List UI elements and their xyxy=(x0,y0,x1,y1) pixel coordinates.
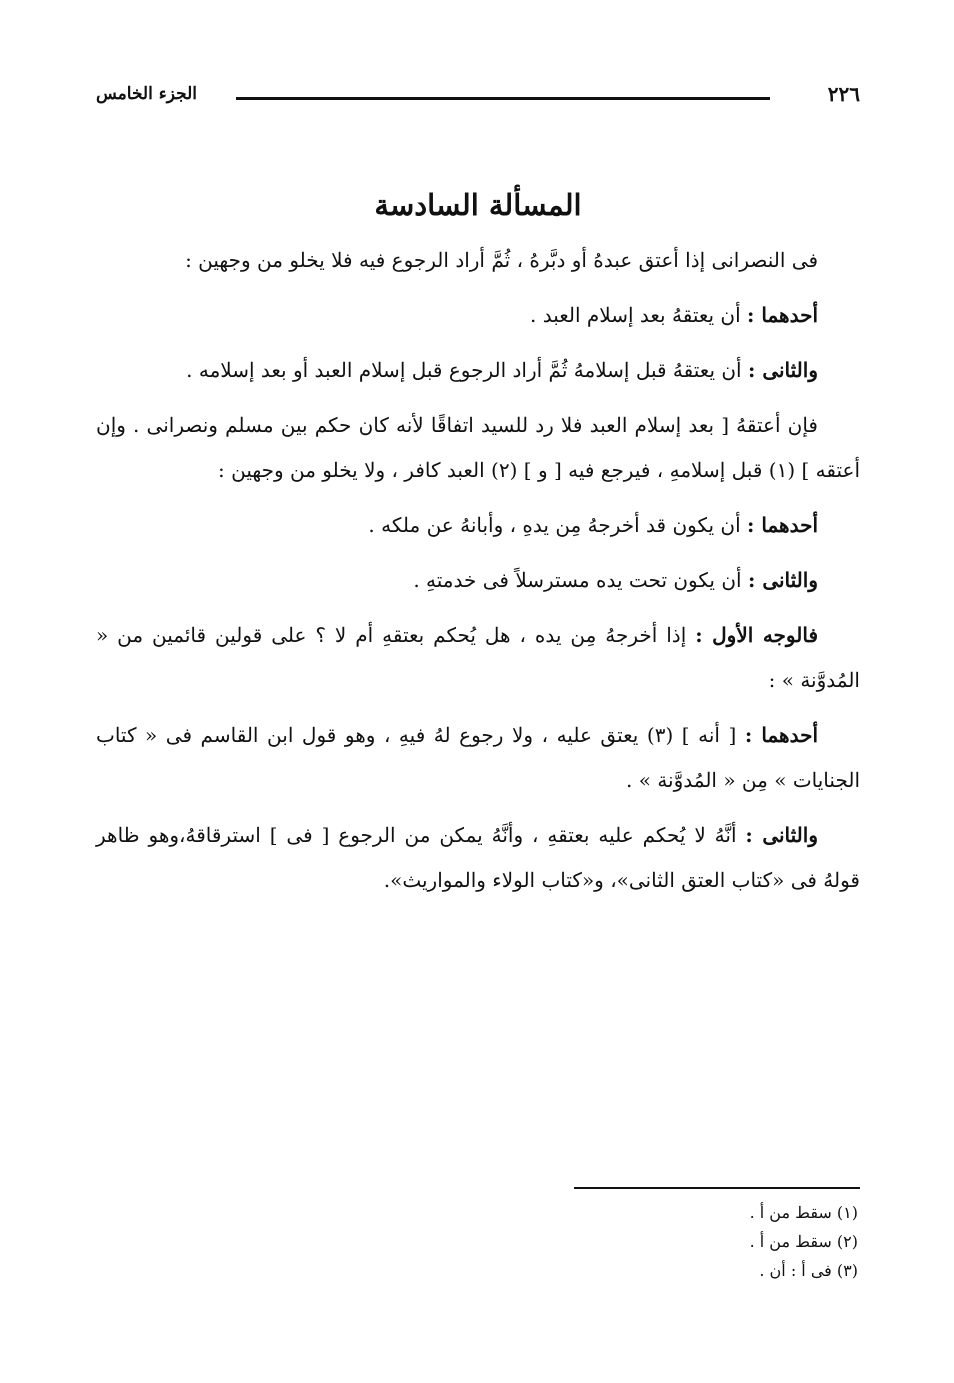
paragraph xyxy=(96,348,860,393)
running-header xyxy=(96,84,860,116)
header-rule xyxy=(236,97,770,100)
paragraph-text: فى النصرانى إذا أعتق عبدهُ أو دبَّرهُ ، ثُمَّ أراد الرجوع فيه فلا يخلو من وجهين : xyxy=(185,248,818,272)
paragraph xyxy=(96,403,860,493)
section-heading: المسألة السادسة xyxy=(374,188,582,222)
paragraph-text: أن يكون تحت يده مسترسلاً فى خدمتهِ . xyxy=(413,568,742,592)
paragraph-lead: أحدهما : xyxy=(744,723,819,747)
paragraph-lead: والثانى : xyxy=(747,358,818,382)
paragraph-lead: أحدهما : xyxy=(747,303,818,327)
part-title: الجزء الخامس xyxy=(96,84,198,104)
paragraph-lead: فالوجه الأول : xyxy=(695,623,818,647)
footnote-rule xyxy=(574,1187,860,1189)
main-text xyxy=(96,188,860,913)
paragraph xyxy=(96,713,860,803)
footnotes xyxy=(558,1198,858,1285)
paragraph xyxy=(96,503,860,548)
paragraph xyxy=(96,238,860,283)
paragraph-text: إذا أخرجهُ مِن يده ، هل يُحكم بعتقهِ أم لا ؟ على قولين قائمين من « المُدوَّنة » : xyxy=(96,623,860,692)
paragraph xyxy=(96,293,860,338)
paragraph xyxy=(96,613,860,703)
paragraph xyxy=(96,813,860,903)
paragraph-text: أن يكون قد أخرجهُ مِن يدهِ ، وأبانهُ عن ملكه . xyxy=(368,513,741,537)
footnote: (٣) فى أ : أن . xyxy=(759,1261,858,1280)
paragraph-text: أن يعتقهُ بعد إسلام العبد . xyxy=(530,303,741,327)
paragraph-lead: والثانى : xyxy=(745,823,818,847)
paragraph-lead: أحدهما : xyxy=(747,513,818,537)
paragraph-lead: والثانى : xyxy=(747,568,818,592)
paragraph-text: فإن أعتقهُ [ بعد إسلام العبد فلا رد للسيد اتفاقًا لأنه كان حكم بين مسلم ونصرانى . وإن أعتقه ] (١) قبل إسلامهِ ، فيرجع فيه [ و ] (٢) العبد كافر ، ولا يخلو من وجهين : xyxy=(96,413,860,482)
paragraph-text: أن يعتقهُ قبل إسلامهُ ثُمَّ أراد الرجوع قبل إسلام العبد أو بعد إسلامه . xyxy=(186,358,742,382)
page-number: ٢٢٦ xyxy=(827,82,860,106)
footnote: (٢) سقط من أ . xyxy=(749,1232,858,1251)
footnote: (١) سقط من أ . xyxy=(749,1203,858,1222)
paragraph-text: أنَّهُ لا يُحكم عليه بعتقهِ ، وأنَّهُ يمكن من الرجوع [ فى ] استرقاقهُ،وهو ظاهر قولهُ فى «كتاب العتق الثانى»، و«كتاب الولاء والمواريث». xyxy=(96,823,860,892)
paragraph xyxy=(96,558,860,603)
paragraph-text: [ أنه ] (٣) يعتق عليه ، ولا رجوع لهُ فيهِ ، وهو قول ابن القاسم فى « كتاب الجنايات » مِن « المُدوَّنة » . xyxy=(96,723,860,792)
